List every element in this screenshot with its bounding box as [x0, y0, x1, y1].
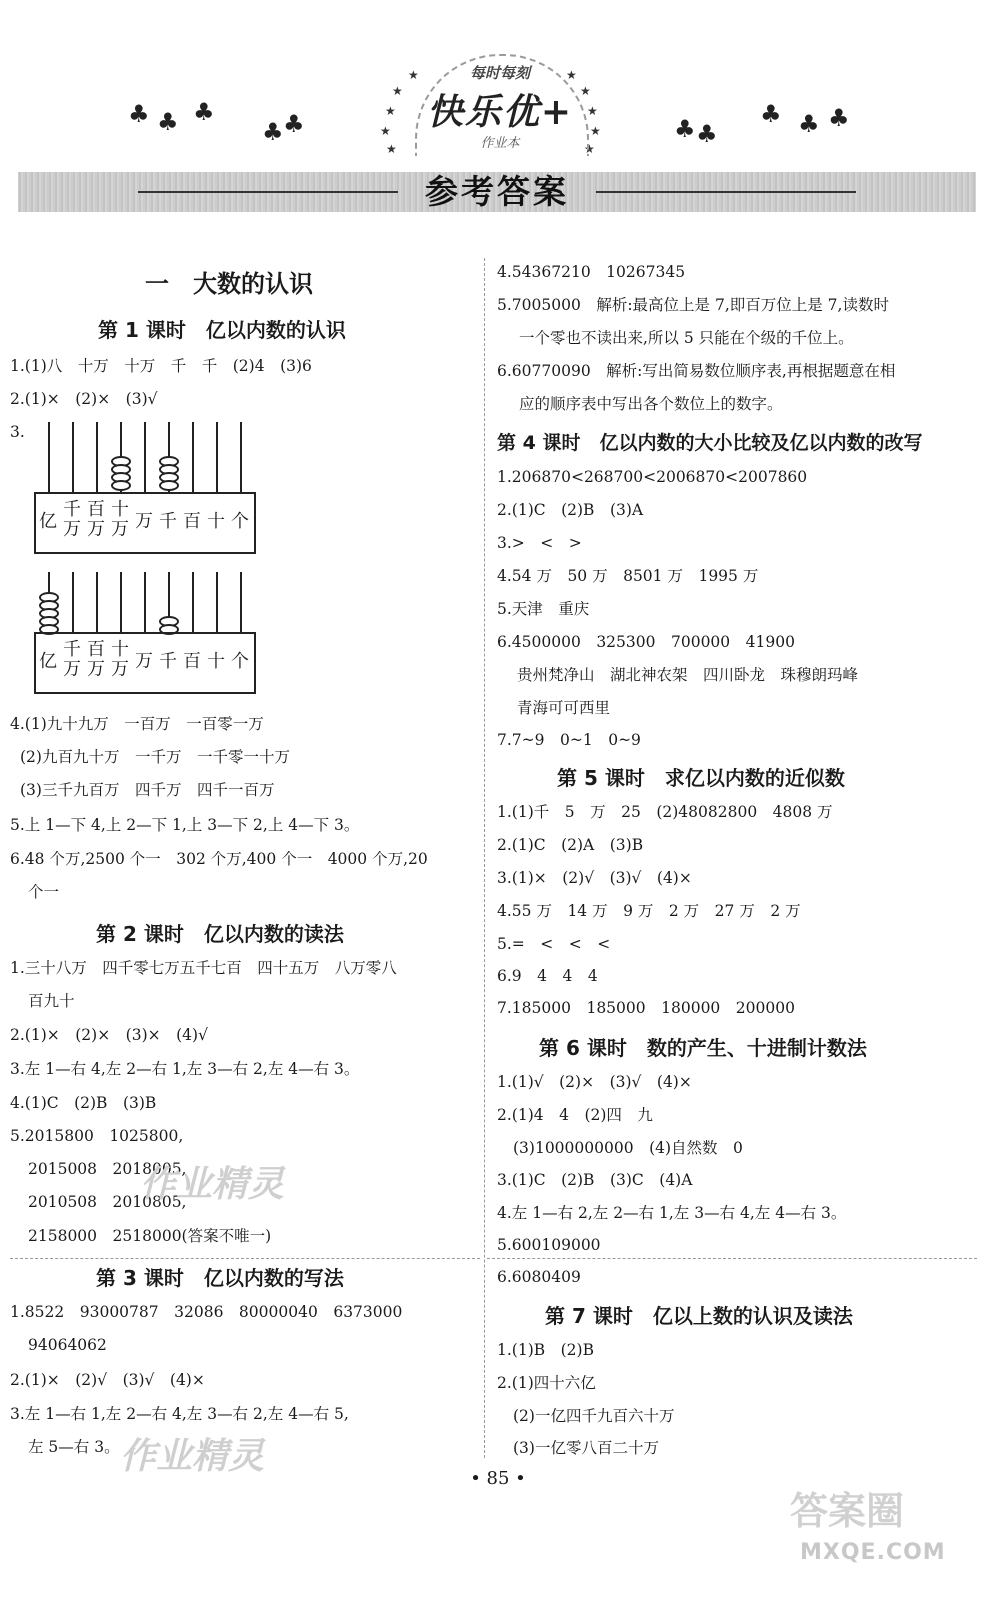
page-header	[0, 0, 996, 230]
answer-line: 6.60770090 解析:写出简易数位顺序表,再根据题意在相	[497, 362, 896, 380]
answer-line: 6.48 个万,2500 个一 302 个万,400 个一 4000 个万,20	[10, 850, 428, 868]
abacus-bead	[159, 480, 179, 491]
answer-line: 3.> < >	[497, 534, 582, 552]
answer-line: 1.8522 93000787 32086 80000040 6373000	[10, 1303, 403, 1321]
corner-logo: 答案圈	[790, 1489, 905, 1533]
answer-line: 左 5—右 3。	[28, 1438, 120, 1456]
answer-line: 个一	[28, 883, 60, 901]
logo-top-text: 每时每刻	[469, 64, 530, 82]
lesson-title: 第 4 课时 亿以内数的大小比较及亿以内数的改写	[497, 432, 923, 454]
abacus-label: 个	[231, 651, 249, 672]
answer-line: 4.左 1—右 2,左 2—右 1,左 3—右 4,左 4—右 3。	[497, 1204, 847, 1222]
column-divider	[484, 258, 486, 1458]
answer-line: 6.9 4 4 4	[497, 967, 598, 985]
answer-line: 4.55 万 14 万 9 万 2 万 27 万 2 万	[497, 902, 801, 920]
answer-line: 94064062	[28, 1336, 107, 1354]
lesson-title: 第 5 课时 求亿以内数的近似数	[557, 766, 845, 790]
answer-line: 3.(1)C (2)B (3)C (4)A	[497, 1171, 693, 1189]
answer-line: 一个零也不读出来,所以 5 只能在个级的千位上。	[519, 329, 854, 347]
star-icon: ★	[587, 104, 598, 118]
answer-line: 青海可可西里	[517, 699, 611, 717]
abacus-bead	[111, 480, 131, 491]
watermark: 作业精灵	[140, 1163, 285, 1205]
lesson-title: 第 2 课时 亿以内数的读法	[96, 922, 344, 946]
abacus-label: 百 万	[87, 499, 105, 540]
answer-line: 4.54 万 50 万 8501 万 1995 万	[497, 567, 759, 585]
answer-line: 5.天津 重庆	[497, 600, 590, 618]
clover-icon: ♣	[674, 115, 696, 143]
clover-icon: ♣	[798, 110, 820, 138]
answer-line: (3)1000000000 (4)自然数 0	[513, 1139, 743, 1157]
answer-line: (2)一亿四千九百六十万	[513, 1407, 675, 1425]
answer-line: 2.(1)× (2)× (3)× (4)√	[10, 1026, 208, 1044]
abacus-label: 万	[135, 651, 153, 672]
star-icon: ★	[392, 84, 403, 98]
watermark: 作业精灵	[120, 1435, 265, 1477]
answer-line: (2)九百九十万 一千万 一千零一十万	[20, 748, 290, 766]
answer-line: 2.(1)× (2)× (3)√	[10, 390, 158, 408]
abacus-label: 千 万	[63, 639, 81, 680]
answer-line: (3)一亿零八百二十万	[513, 1439, 659, 1457]
star-icon: ★	[386, 142, 397, 156]
lesson-title: 第 3 课时 亿以内数的写法	[96, 1266, 344, 1290]
answer-line: 2.(1)4 4 (2)四 九	[497, 1106, 653, 1124]
answer-line: 1.206870<268700<2006870<2007860	[497, 468, 808, 486]
answer-line: 1.(1)√ (2)× (3)√ (4)×	[497, 1073, 692, 1091]
answer-line: 百九十	[28, 992, 75, 1010]
answer-line: 3.(1)× (2)√ (3)√ (4)×	[497, 869, 692, 887]
answer-line: 2.(1)C (2)A (3)B	[497, 836, 644, 854]
answer-line: 5.2015800 1025800,	[10, 1127, 184, 1145]
clover-icon: ♣	[128, 100, 150, 128]
abacus-label: 亿	[39, 651, 57, 672]
answer-line: 应的顺序表中写出各个数位上的数字。	[519, 395, 783, 413]
clover-icon: ♣	[157, 108, 179, 136]
clover-icon: ♣	[760, 100, 782, 128]
section-rule	[10, 1258, 480, 1260]
answer-line: 2010508 2010805,	[28, 1193, 187, 1211]
logo-sub-text: 作业本	[480, 136, 520, 151]
abacus-label: 十	[207, 511, 225, 532]
abacus-label: 千	[159, 651, 177, 672]
brand-logo	[395, 44, 605, 154]
abacus-label: 百 万	[87, 639, 105, 680]
abacus-label: 个	[231, 511, 249, 532]
page-title: 参考答案	[425, 172, 569, 211]
star-icon: ★	[590, 124, 601, 138]
answer-line: 贵州梵净山 湖北神农架 四川卧龙 珠穆朗玛峰	[517, 666, 859, 684]
clover-icon: ♣	[696, 120, 718, 148]
answer-line: 1.(1)B (2)B	[497, 1341, 594, 1359]
answer-line: 3.	[10, 423, 25, 441]
answer-line: 6.4500000 325300 700000 41900	[497, 633, 795, 651]
lesson-title: 第 7 课时 亿以上数的认识及读法	[545, 1304, 853, 1328]
answer-line: 1.(1)八 十万 十万 千 千 (2)4 (3)6	[10, 357, 312, 375]
abacus-label: 千	[159, 511, 177, 532]
answer-line: (3)三千九百万 四千万 四千一百万	[20, 781, 275, 799]
answer-line: 2158000 2518000(答案不唯一)	[28, 1227, 272, 1245]
star-icon: ★	[385, 104, 396, 118]
answer-line: 2.(1)四十六亿	[497, 1374, 596, 1392]
unit-title: 一 大数的认识	[145, 270, 313, 298]
star-icon: ★	[380, 124, 391, 138]
answer-line: 7.185000 185000 180000 200000	[497, 999, 795, 1017]
abacus-diagram-1	[34, 422, 256, 554]
section-rule	[487, 1258, 977, 1260]
answer-line: 4.54367210 10267345	[497, 263, 686, 281]
answer-line: 5.= < < <	[497, 935, 611, 953]
star-icon: ★	[584, 142, 595, 156]
answer-line: 1.三十八万 四千零七万五千七百 四十五万 八万零八	[10, 959, 397, 977]
answer-line: 7.7~9 0~1 0~9	[497, 731, 641, 749]
answer-line: 1.(1)千 5 万 25 (2)48082800 4808 万	[497, 803, 833, 821]
logo-main-text: 快乐优+	[426, 91, 574, 133]
answer-line: 2.(1)C (2)B (3)A	[497, 501, 644, 519]
lesson-title: 第 6 课时 数的产生、十进制计数法	[539, 1036, 867, 1060]
page-number: • 85 •	[470, 1468, 526, 1489]
answer-line: 5.7005000 解析:最高位上是 7,即百万位上是 7,读数时	[497, 296, 889, 314]
clover-icon: ♣	[828, 104, 850, 132]
abacus-label: 十 万	[111, 499, 129, 540]
abacus-label: 百	[183, 511, 201, 532]
abacus-label: 千 万	[63, 499, 81, 540]
title-banner	[18, 172, 976, 212]
answer-line: 2015008 2018005,	[28, 1160, 187, 1178]
abacus-label: 百	[183, 651, 201, 672]
answer-line: 3.左 1—右 1,左 2—右 4,左 3—右 2,左 4—右 5,	[10, 1405, 349, 1423]
clover-icon: ♣	[193, 98, 215, 126]
answer-line: 5.上 1—下 4,上 2—下 1,上 3—下 2,上 4—下 3。	[10, 816, 360, 834]
abacus-label: 十 万	[111, 639, 129, 680]
answer-line: 4.(1)C (2)B (3)B	[10, 1094, 157, 1112]
abacus-label: 十	[207, 651, 225, 672]
answer-line: 4.(1)九十九万 一百万 一百零一万	[10, 715, 264, 733]
abacus-diagram-2	[34, 572, 256, 704]
abacus-label: 万	[135, 511, 153, 532]
answer-line: 2.(1)× (2)√ (3)√ (4)×	[10, 1371, 205, 1389]
answer-line: 6.6080409	[497, 1268, 581, 1286]
star-icon: ★	[566, 68, 577, 82]
clover-icon: ♣	[283, 110, 305, 138]
star-icon: ★	[580, 84, 591, 98]
clover-icon: ♣	[262, 118, 284, 146]
answer-line: 5.600109000	[497, 1236, 601, 1254]
lesson-title: 第 1 课时 亿以内数的认识	[98, 318, 346, 342]
answer-line: 3.左 1—右 4,左 2—右 1,左 3—右 2,左 4—右 3。	[10, 1060, 360, 1078]
abacus-label: 亿	[39, 511, 57, 532]
star-icon: ★	[408, 68, 419, 82]
corner-url: MXQE.COM	[800, 1540, 946, 1565]
